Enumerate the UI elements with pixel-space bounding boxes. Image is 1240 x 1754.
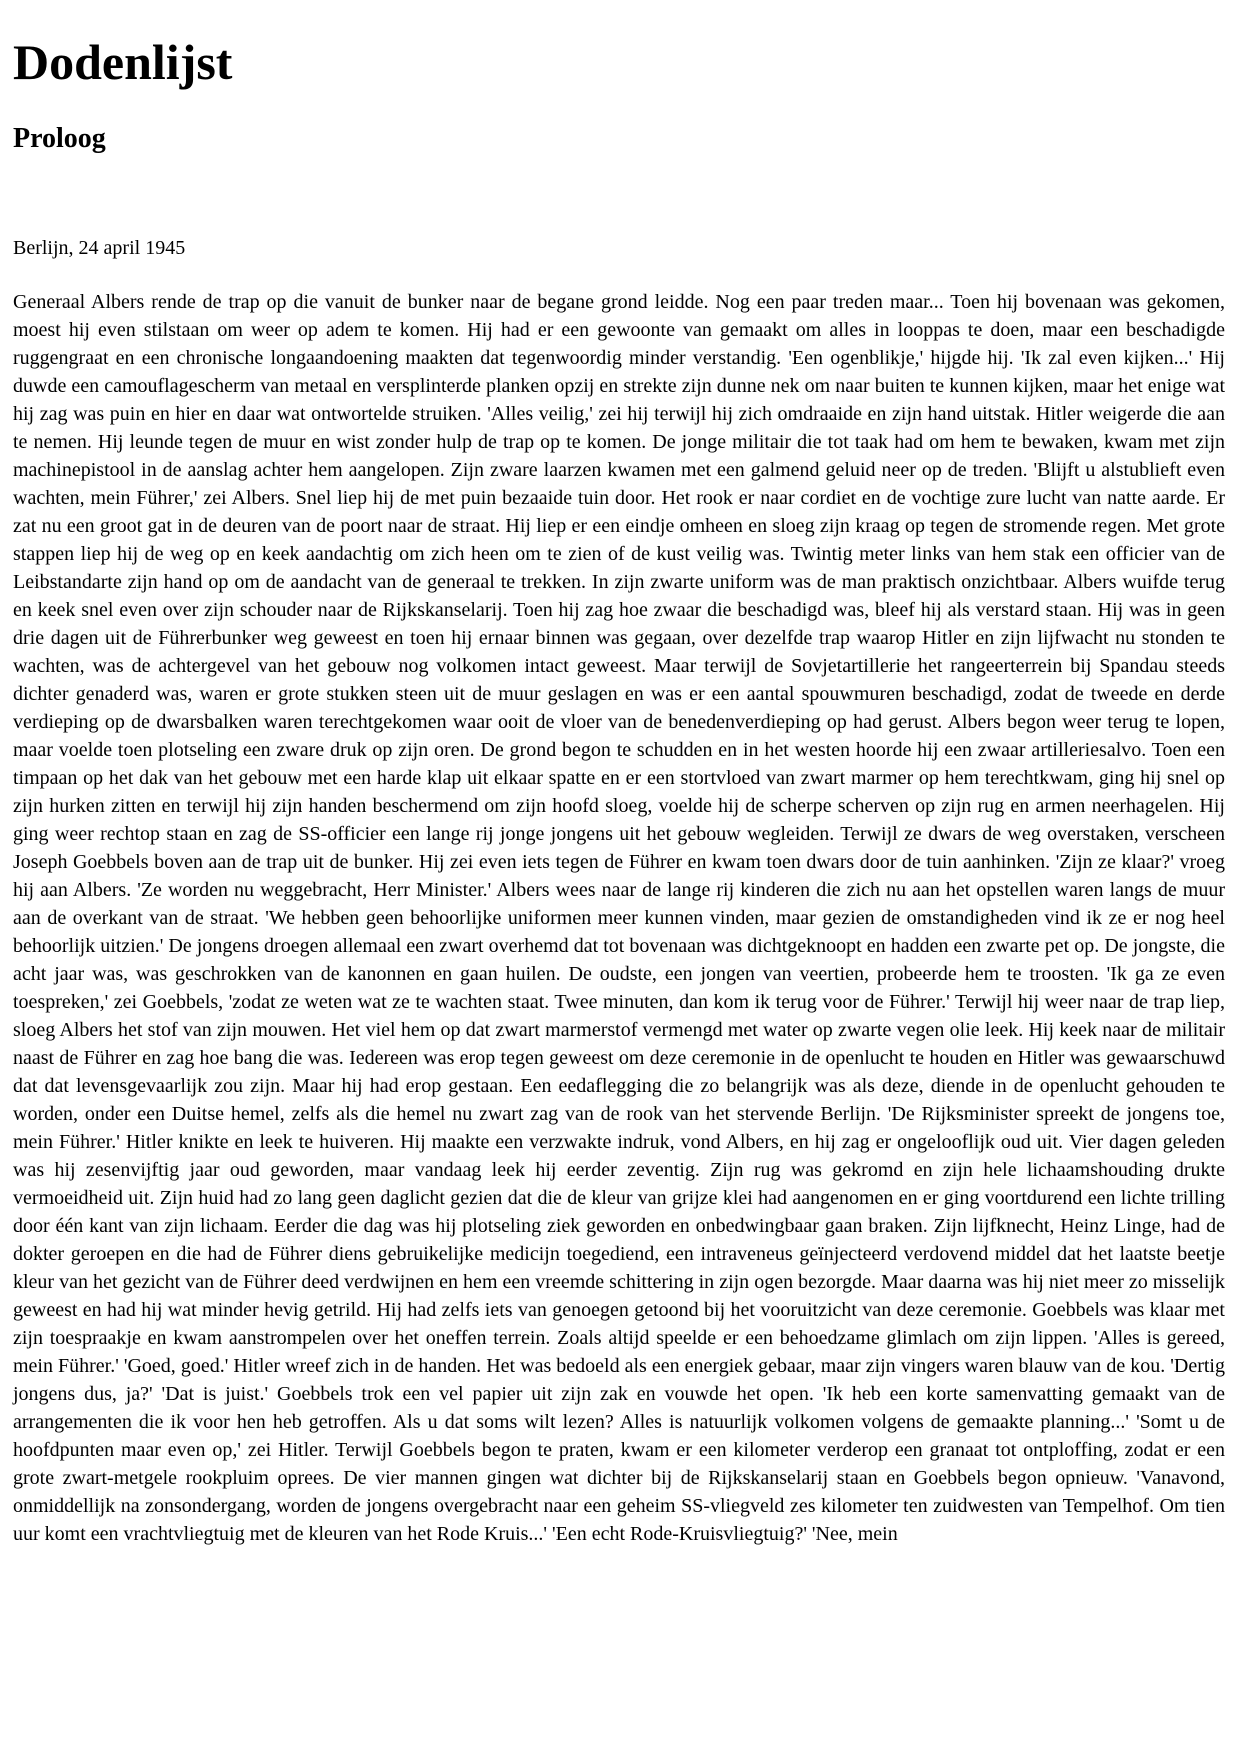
chapter-heading: Proloog xyxy=(13,123,106,154)
document-title: Dodenlijst xyxy=(13,34,233,90)
document-page xyxy=(13,0,1225,1548)
body-paragraph: Generaal Albers rende de trap op die vanuit de bunker naar de begane grond leidde. Nog een paar treden maar... Toen hij bovenaan was gekomen, moest hij even stilstaan om weer op adem te komen. Hij had er een gewoonte van gemaakt om alles in looppas te doen, maar een beschadigde ruggengraat en een chronische longaandoening maakten dat tegenwoordig minder verstandig. 'Een ogenblikje,' hijgde hij. 'Ik zal even kijken...' Hij duwde een camouflagescherm van metaal en versplinterde planken opzij en strekte zijn dunne nek om naar buiten te kunnen kijken, maar het enige wat hij zag was puin en hier en daar wat ontwortelde struiken. 'Alles veilig,' zei hij terwijl hij zich omdraaide en zijn hand uitstak. Hitler weigerde die aan te nemen. Hij leunde tegen de muur en wist zonder hulp de trap op te komen. De jonge militair die tot taak had om hem te bewaken, kwam met zijn machinepistool in de aanslag achter hem aangelopen. Zijn zware laarzen kwamen met een galmend geluid neer op de treden. 'Blijft u alstublieft even wachten, mein Führer,' zei Albers. Snel liep hij de met puin bezaaide tuin door. Het rook er naar cordiet en de vochtige zure lucht van natte aarde. Er zat nu een groot gat in de deuren van de poort naar de straat. Hij liep er een eindje omheen en sloeg zijn kraag op tegen de stromende regen. Met grote stappen liep hij de weg op en keek aandachtig om zich heen om te zien of de kust veilig was. Twintig meter links van hem stak een officier van de Leibstandarte zijn hand op om de aandacht van de generaal te trekken. In zijn zwarte uniform was de man praktisch onzichtbaar. Albers wuifde terug en keek snel even over zijn schouder naar de Rijkskanselarij. Toen hij zag hoe zwaar die beschadigd was, bleef hij als verstard staan. Hij was in geen drie dagen uit de Führerbunker weg geweest en toen hij ernaar binnen was gegaan, over dezelfde trap waarop Hitler en zijn lijfwacht nu stonden te wachten, was de achtergevel van het gebouw nog volkomen intact geweest. Maar terwijl de Sovjetartillerie het rangeerterrein bij Spandau steeds dichter genaderd was, waren er grote stukken steen uit de muur geslagen en was er een aantal spouwmuren beschadigd, zodat de tweede en derde verdieping op de dwarsbalken waren terechtgekomen waar ooit de vloer van de benedenverdieping op had gerust. Albers begon weer terug te lopen, maar voelde toen plotseling een zware druk op zijn oren. De grond begon te schudden en in het westen hoorde hij een zwaar artilleriesalvo. Toen een timpaan op het dak van het gebouw met een harde klap uit elkaar spatte en er een stortvloed van zwart marmer op hem terechtkwam, ging hij snel op zijn hurken zitten en terwijl hij zijn handen beschermend om zijn hoofd sloeg, voelde hij de scherpe scherven op zijn rug en armen neerhagelen. Hij ging weer rechtop staan en zag de SS-officier een lange rij jonge jongens uit het gebouw wegleiden. Terwijl ze dwars de weg overstaken, verscheen Joseph Goebbels boven aan de trap uit de bunker. Hij zei even iets tegen de Führer en kwam toen dwars door de tuin aanhinken. 'Zijn ze klaar?' vroeg hij aan Albers. 'Ze worden nu weggebracht, Herr Minister.' Albers wees naar de lange rij kinderen die zich nu aan het opstellen waren langs de muur aan de overkant van de straat. 'We hebben geen behoorlijke uniformen meer kunnen vinden, maar gezien de omstandigheden vind ik ze er nog heel behoorlijk uitzien.' De jongens droegen allemaal een zwart overhemd dat tot bovenaan was dichtgeknoopt en hadden een zwarte pet op. De jongste, die acht jaar was, was geschrokken van de kanonnen en gaan huilen. De oudste, een jongen van veertien, probeerde hem te troosten. 'Ik ga ze even toespreken,' zei Goebbels, 'zodat ze weten wat ze te wachten staat. Twee minuten, dan kom ik terug voor de Führer.' Terwijl hij weer naar de trap liep, sloeg Albers het stof van zijn mouwen. Het viel hem op dat zwart marmerstof vermengd met water op zwarte vegen olie leek. Hij keek naar de militair naast de Führer en zag hoe bang die was. Iedereen was erop tegen geweest om deze ceremonie in de openlucht te houden en Hitler was gewaarschuwd dat dat levensgevaarlijk zou zijn. Maar hij had erop gestaan. Een eedaflegging die zo belangrijk was als deze, diende in de openlucht gehouden te worden, onder een Duitse hemel, zelfs als die hemel nu zwart zag van de rook van het stervende Berlijn. 'De Rijksminister spreekt de jongens toe, mein Führer.' Hitler knikte en leek te huiveren. Hij maakte een verzwakte indruk, vond Albers, en hij zag er ongelooflijk oud uit. Vier dagen geleden was hij zesenvijftig jaar oud geworden, maar vandaag leek hij eerder zeventig. Zijn rug was gekromd en zijn hele lichaamshouding drukte vermoeidheid uit. Zijn huid had zo lang geen daglicht gezien dat die de kleur van grijze klei had aangenomen en er ging voortdurend een lichte trilling door één kant van zijn lichaam. Eerder die dag was hij plotseling ziek geworden en onbedwingbaar gaan braken. Zijn lijfknecht, Heinz Linge, had de dokter geroepen en die had de Führer diens gebruikelijke medicijn toegediend, een intraveneus geïnjecteerd verdovend middel dat het laatste beetje kleur van het gezicht van de Führer deed verdwijnen en hem een vreemde schittering in zijn ogen bezorgde. Maar daarna was hij niet meer zo misselijk geweest en had hij wat minder hevig getrild. Hij had zelfs iets van genoegen getoond bij het vooruitzicht van deze ceremonie. Goebbels was klaar met zijn toespraakje en kwam aanstrompelen over het oneffen terrein. Zoals altijd speelde er een behoedzame glimlach om zijn lippen. 'Alles is gereed, mein Führer.' 'Goed, goed.' Hitler wreef zich in de handen. Het was bedoeld als een energiek gebaar, maar zijn vingers waren blauw van de kou. 'Dertig jongens dus, ja?' 'Dat is juist.' Goebbels trok een vel papier uit zijn zak en vouwde het open. 'Ik heb een korte samenvatting gemaakt van de arrangementen die ik voor hen heb getroffen. Als u dat soms wilt lezen? Alles is natuurlijk volkomen volgens de gemaakte planning...' 'Somt u de hoofdpunten maar even op,' zei Hitler. Terwijl Goebbels begon te praten, kwam er een kilometer verderop een granaat tot ontploffing, zodat er een grote zwart-metgele rookpluim opreеs. De vier mannen gingen wat dichter bij de Rijkskanselarij staan en Goebbels begon opnieuw. 'Vanavond, onmiddellijk na zonsondergang, worden de jongens overgebracht naar een geheim SS-vliegveld zes kilometer ten zuidwesten van Tempelhof. Om tien uur komt een vrachtvliegtuig met de kleuren van het Rode Kruis...' 'Een echt Rode-Kruisvliegtuig?' 'Nee, mein xyxy=(13,291,1225,1545)
dateline: Berlijn, 24 april 1945 xyxy=(13,237,186,259)
